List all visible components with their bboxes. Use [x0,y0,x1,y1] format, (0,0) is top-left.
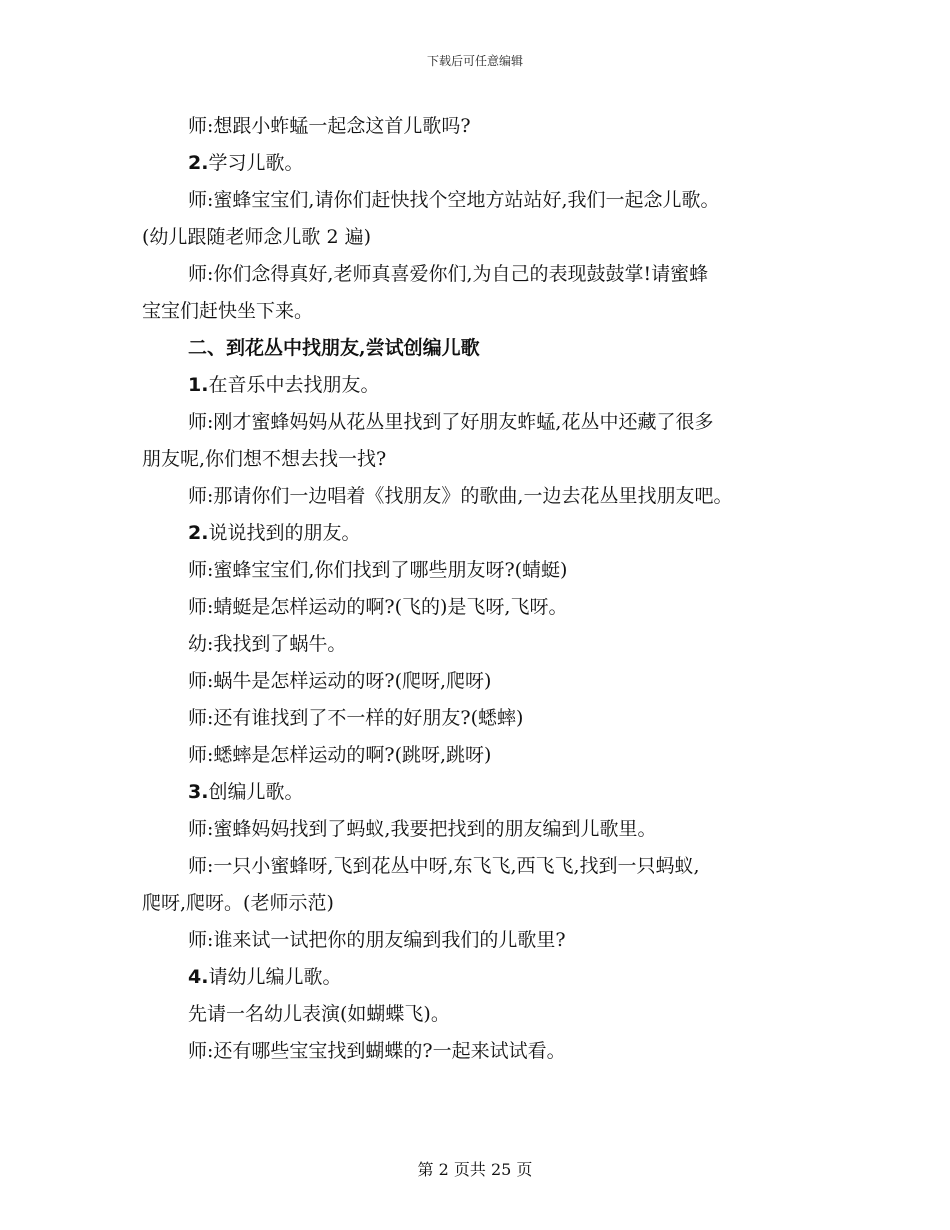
numbered-item [142,367,822,404]
numbered-item [142,774,822,811]
paragraph-text: (幼儿跟随老师念儿歌 2 遍) [142,226,371,248]
paragraph-text: 师:那请你们一边唱着《找朋友》的歌曲,一边去花丛里找朋友吧。 [188,485,733,507]
paragraph-line [142,885,822,922]
paragraph-line [142,552,822,589]
numbered-item [142,145,822,182]
paragraph-line [142,404,822,441]
item-number: 2. [188,522,209,544]
paragraph-line [142,219,822,256]
paragraph-text: 请幼儿编儿歌。 [208,966,342,988]
section-heading [142,330,822,367]
paragraph-text: 先请一名幼儿表演(如蝴蝶飞)。 [188,1003,450,1025]
paragraph-text: 师:蜗牛是怎样运动的呀?(爬呀,爬呀) [188,670,492,692]
document-body [142,108,822,1070]
paragraph-text: 师:蜜蜂妈妈找到了蚂蚁,我要把找到的朋友编到儿歌里。 [188,818,657,840]
paragraph-text: 师:蜜蜂宝宝们,你们找到了哪些朋友呀?(蜻蜓) [188,559,568,581]
paragraph-text: 幼:我找到了蜗牛。 [188,633,347,655]
page-header: 下载后可任意编辑 [426,54,523,68]
paragraph-line [142,811,822,848]
paragraph-text: 师:蜜蜂宝宝们,请你们赶快找个空地方站站好,我们一起念儿歌。 [188,189,720,211]
paragraph-text: 师:谁来试一试把你的朋友编到我们的儿歌里? [188,929,566,951]
paragraph-line [142,256,822,293]
paragraph-text: 师:刚才蜜蜂妈妈从花丛里找到了好朋友蚱蜢,花丛中还藏了很多 [188,411,714,433]
paragraph-line [142,848,822,885]
paragraph-text: 学习儿歌。 [208,152,304,174]
numbered-item [142,959,822,996]
paragraph-line [142,737,822,774]
paragraph-line [142,108,822,145]
paragraph-text: 二、到花丛中找朋友,尝试创编儿歌 [188,337,480,359]
paragraph-line [142,922,822,959]
paragraph-line [142,700,822,737]
numbered-item [142,515,822,552]
paragraph-line [142,589,822,626]
paragraph-text: 朋友呢,你们想不想去找一找? [142,448,387,470]
page-footer: 第 2 页共 25 页 [417,1160,533,1179]
paragraph-line [142,293,822,330]
paragraph-text: 宝宝们赶快坐下来。 [142,300,314,322]
paragraph-line [142,996,822,1033]
paragraph-text: 师:还有哪些宝宝找到蝴蝶的?一起来试试看。 [188,1040,566,1062]
paragraph-line [142,626,822,663]
paragraph-text: 说说找到的朋友。 [208,522,361,544]
item-number: 1. [188,374,209,396]
paragraph-text: 在音乐中去找朋友。 [208,374,380,396]
paragraph-line [142,663,822,700]
paragraph-text: 创编儿歌。 [208,781,304,803]
item-number: 4. [188,966,209,988]
paragraph-text: 师:蟋蟀是怎样运动的啊?(跳呀,跳呀) [188,744,492,766]
paragraph-text: 师:还有谁找到了不一样的好朋友?(蟋蟀) [188,707,524,729]
item-number: 3. [188,781,209,803]
item-number: 2. [188,152,209,174]
paragraph-text: 师:一只小蜜蜂呀,飞到花丛中呀,东飞飞,西飞飞,找到一只蚂蚁, [188,855,700,877]
paragraph-line [142,478,822,515]
paragraph-text: 师:蜻蜓是怎样运动的啊?(飞的)是飞呀,飞呀。 [188,596,568,618]
paragraph-text: 爬呀,爬呀。(老师示范) [142,892,334,914]
paragraph-text: 师:你们念得真好,老师真喜爱你们,为自己的表现鼓鼓掌!请蜜蜂 [188,263,709,285]
paragraph-line [142,1033,822,1070]
paragraph-text: 师:想跟小蚱蜢一起念这首儿歌吗? [188,115,471,137]
paragraph-line [142,182,822,219]
paragraph-line [142,441,822,478]
